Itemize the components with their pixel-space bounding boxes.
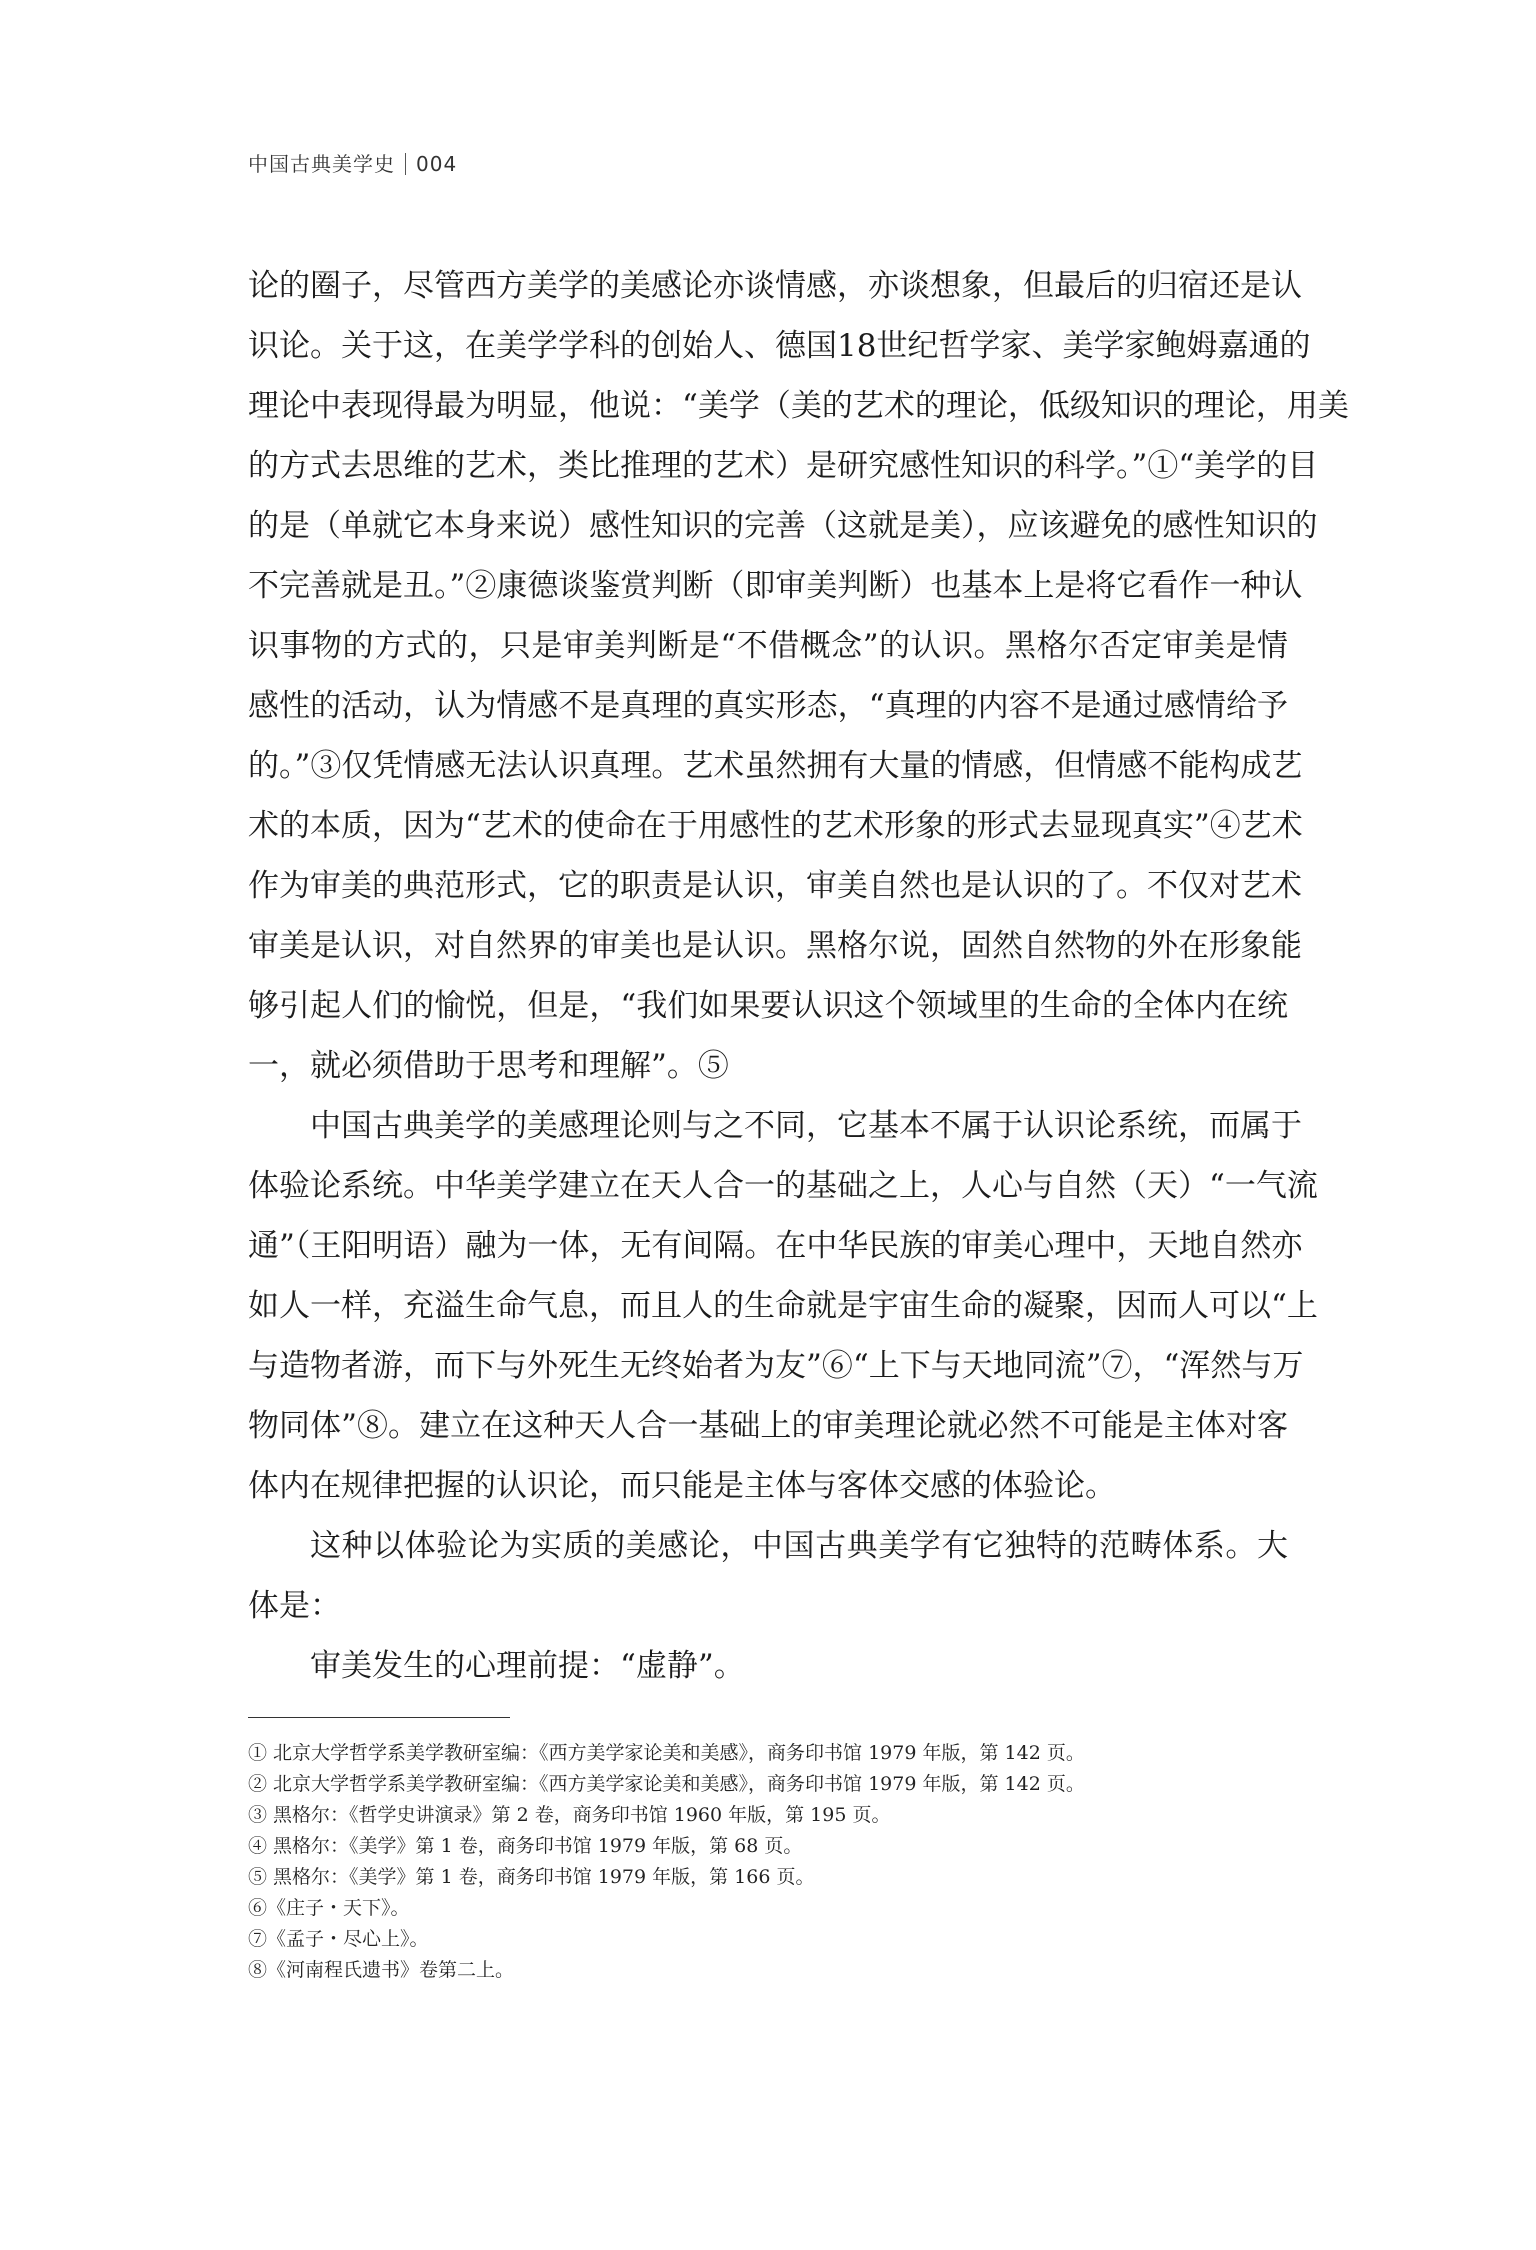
footnotes: [248, 1738, 1288, 1986]
footnote-6: ⑥《庄子・天下》。: [248, 1897, 410, 1919]
text-line: 一，就必须借助于思考和理解”。⑤: [248, 1048, 729, 1084]
footnote-8: ⑧《河南程氏遗书》卷第二上。: [248, 1959, 515, 1981]
text-line: 与造物者游，而下与外死生无终始者为友”⑥“上下与天地同流”⑦，“浑然与万: [248, 1348, 1304, 1384]
header-divider: [405, 153, 406, 175]
text-line: 这种以体验论为实质的美感论，中国古典美学有它独特的范畴体系。大: [310, 1528, 1288, 1564]
text-line: 识论。关于这，在美学学科的创始人、德国18世纪哲学家、美学家鲍姆嘉通的: [248, 328, 1311, 364]
footnote-1: ① 北京大学哲学系美学教研室编：《西方美学家论美和美感》，商务印书馆 1979 年版，第 142 页。: [248, 1742, 1085, 1764]
footnote-divider: [248, 1717, 510, 1718]
text-line: 体内在规律把握的认识论，而只能是主体与客体交感的体验论。: [248, 1468, 1116, 1504]
text-line: 的方式去思维的艺术，类比推理的艺术）是研究感性知识的科学。”①“美学的目: [248, 448, 1319, 484]
book-title: 中国古典美学史: [248, 152, 395, 176]
text-line: 物同体”⑧。建立在这种天人合一基础上的审美理论就必然不可能是主体对客: [248, 1408, 1288, 1444]
text-line: 的。”③仅凭情感无法认识真理。艺术虽然拥有大量的情感，但情感不能构成艺: [248, 748, 1303, 784]
text-line: 的是（单就它本身来说）感性知识的完善（这就是美），应该避免的感性知识的: [248, 508, 1318, 544]
text-line: 感性的活动，认为情感不是真理的真实形态，“真理的内容不是通过感情给予: [248, 688, 1288, 724]
footnote-5: ⑤ 黑格尔：《美学》第 1 卷，商务印书馆 1979 年版，第 166 页。: [248, 1866, 815, 1888]
text-line: 如人一样，充溢生命气息，而且人的生命就是宇宙生命的凝聚，因而人可以“上: [248, 1288, 1318, 1324]
page-number: 004: [416, 152, 458, 176]
text-line: 论的圈子，尽管西方美学的美感论亦谈情感，亦谈想象，但最后的归宿还是认: [248, 268, 1302, 304]
text-line: 识事物的方式的，只是审美判断是“不借概念”的认识。黑格尔否定审美是情: [248, 628, 1288, 664]
text-line: 中国古典美学的美感理论则与之不同，它基本不属于认识论系统，而属于: [310, 1108, 1302, 1144]
text-line: 审美发生的心理前提：“虚静”。: [310, 1648, 745, 1684]
text-line: 够引起人们的愉悦，但是，“我们如果要认识这个领域里的生命的全体内在统: [248, 988, 1288, 1024]
text-line: 理论中表现得最为明显，他说：“美学（美的艺术的理论，低级知识的理论，用美: [248, 388, 1349, 424]
text-line: 体验论系统。中华美学建立在天人合一的基础之上，人心与自然（天）“一气流: [248, 1168, 1318, 1204]
footnote-3: ③ 黑格尔：《哲学史讲演录》第 2 卷，商务印书馆 1960 年版，第 195 页。: [248, 1804, 891, 1826]
footnote-2: ② 北京大学哲学系美学教研室编：《西方美学家论美和美感》，商务印书馆 1979 年版，第 142 页。: [248, 1773, 1085, 1795]
text-line: 作为审美的典范形式，它的职责是认识，审美自然也是认识的了。不仅对艺术: [248, 868, 1302, 904]
footnote-7: ⑦《孟子・尽心上》。: [248, 1928, 429, 1950]
text-line: 体是：: [248, 1588, 341, 1624]
running-head: [248, 148, 457, 177]
body-text: [248, 256, 1349, 1696]
text-line: 通”（王阳明语）融为一体，无有间隔。在中华民族的审美心理中，天地自然亦: [248, 1228, 1303, 1264]
text-line: 不完善就是丑。”②康德谈鉴赏判断（即审美判断）也基本上是将它看作一种认: [248, 568, 1303, 604]
text-line: 审美是认识，对自然界的审美也是认识。黑格尔说，固然自然物的外在形象能: [248, 928, 1302, 964]
footnote-4: ④ 黑格尔：《美学》第 1 卷，商务印书馆 1979 年版，第 68 页。: [248, 1835, 803, 1857]
text-line: 术的本质，因为“艺术的使命在于用感性的艺术形象的形式去显现真实”④艺术: [248, 808, 1303, 844]
